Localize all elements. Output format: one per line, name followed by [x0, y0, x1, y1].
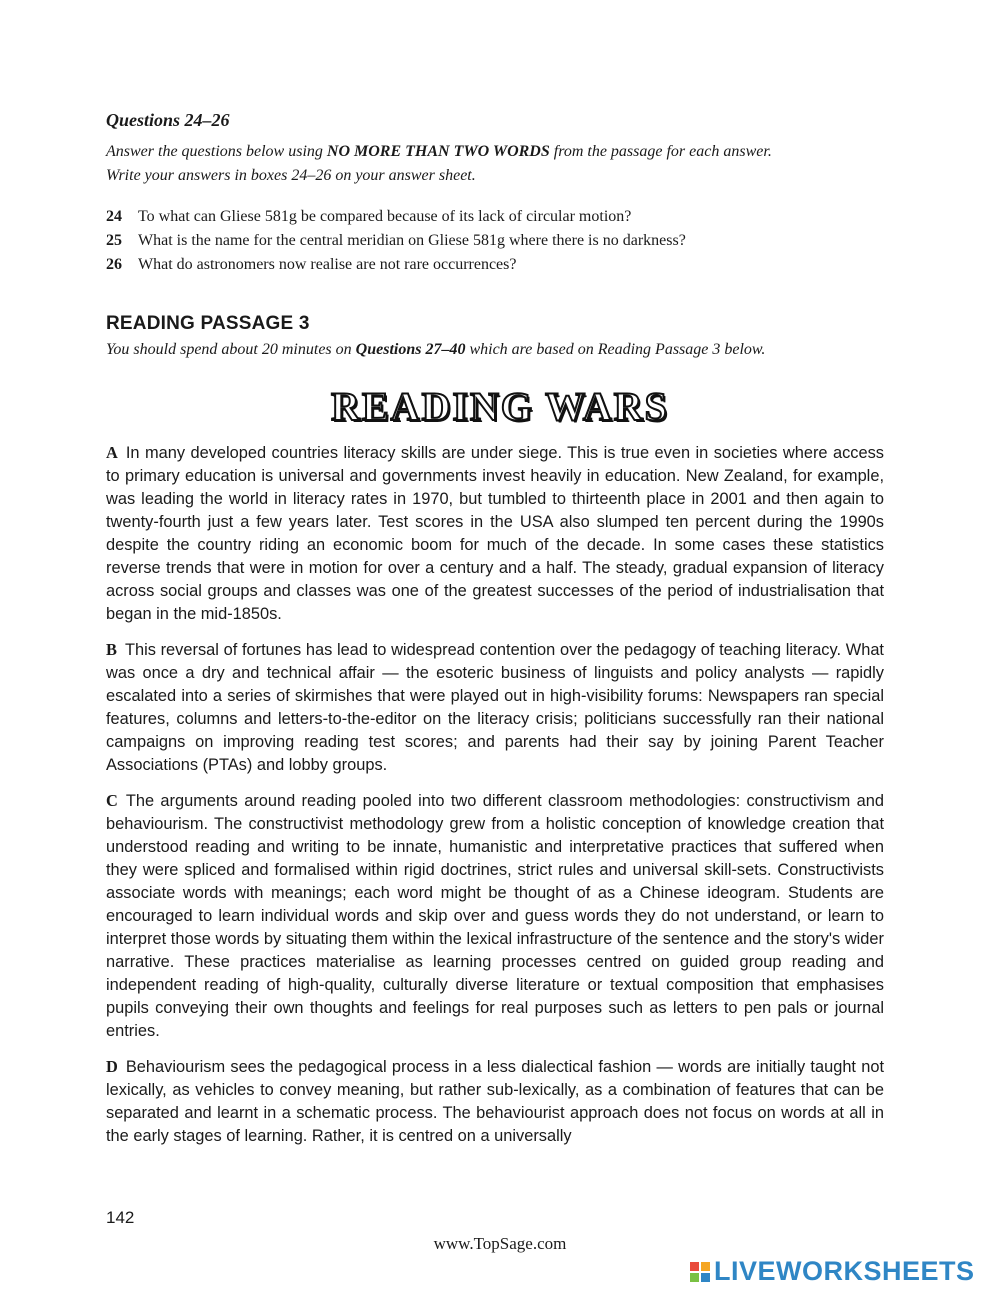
paragraph-letter: B	[106, 640, 117, 659]
question-list	[106, 205, 906, 277]
question-number: 26	[106, 256, 122, 273]
instruction-text: Answer the questions below using	[106, 143, 327, 160]
footer-url[interactable]: www.TopSage.com	[433, 1234, 567, 1253]
questions-instructions	[106, 140, 906, 188]
paragraph-text: In many developed countries literacy skills are under siege. This is true even in societies where access to primary education is universal and governments invest heavily in education. New Zealand, for example, was leading the world in literacy rates in 1970, but tumbled to thirteenth place in 2001 and then again to twenty-fourth just a few years later. Test scores in the USA also slumped ten percent during the 1990s despite the country riding an economic boom for much of the decade. In some cases these statistics reverse trends that were in motion for over a century and a half. The steady, gradual expansion of literacy across social groups and classes was one of the greatest successes of the period of industrialisation that began in the mid-1850s.	[106, 444, 884, 623]
passage-body	[106, 441, 884, 1160]
instruction-line-2: Write your answers in boxes 24–26 on your answer sheet.	[106, 167, 476, 184]
passage-paragraph-d	[106, 1055, 884, 1148]
passage-paragraph-c	[106, 789, 884, 1043]
logo-square	[690, 1262, 699, 1271]
paragraph-text: This reversal of fortunes has lead to widespread contention over the pedagogy of teaching literacy. What was once a dry and technical affair — the esoteric business of linguists and policy analysts — rapidly escalated into a series of skirmishes that were played out in high-visibility forums: Newspapers ran special features, columns and letters-to-the-editor on the literacy crisis; politicians successfully ran their national campaigns on improving reading test scores; and parents had their say by joining Parent Teacher Associations (PTAs) and lobby groups.	[106, 641, 884, 774]
question-number: 24	[106, 208, 122, 225]
reading-passage-instructions	[106, 341, 765, 359]
paragraph-text: Behaviourism sees the pedagogical process in a less dialectical fashion — words are initially taught not lexically, as vehicles to convey meaning, but rather sub-lexically, as a combination of features that can be separated and learnt in a schematic process. The behaviourist approach does not focus on words at all in the early stages of learning. Rather, it is centred on a universally	[106, 1058, 884, 1145]
question-text: To what can Gliese 581g be compared because of its lack of circular motion?	[138, 208, 632, 225]
instruction-emphasis: NO MORE THAN TWO WORDS	[326, 143, 550, 160]
instruction-text: You should spend about 20 minutes on	[106, 341, 356, 358]
question-number: 25	[106, 232, 122, 249]
questions-heading: Questions 24–26	[106, 110, 230, 130]
logo-square	[701, 1262, 710, 1271]
paragraph-letter: C	[106, 791, 118, 810]
passage-paragraph-b	[106, 638, 884, 777]
passage-banner	[0, 385, 1000, 429]
paragraph-text: The arguments around reading pooled into two different classroom methodologies: constructivism and behaviourism. The constructivist methodology grew from a holistic conception of knowledge creation that understood reading and writing to be innate, humanistic and interpretative practices that suffered when they were spliced and formalised within rigid doctrines, strict rules and universal skill-sets. Constructivists associate words with meanings; each word might be thought of as a Chinese ideogram. Students are encouraged to learn individual words and skip over and guess words they do not understand, or learn to interpret those words by situating them within the lexical infrastructure of the sentence and the story's wider narrative. These practices materialise as learning processes centred on guided group reading and independent reading of high-quality, culturally diverse literature or textual composition that emphasises pupils conveying their own thoughts and feelings for real purposes such as letters to pen pals or journal entries.	[106, 792, 884, 1040]
question-item	[106, 205, 906, 229]
instruction-text: which are based on Reading Passage 3 below.	[465, 341, 766, 358]
liveworksheets-logo[interactable]	[690, 1256, 975, 1287]
instruction-line-1	[106, 140, 906, 164]
paragraph-letter: A	[106, 443, 118, 462]
instruction-emphasis: Questions 27–40	[355, 341, 466, 358]
liveworksheets-logo-text: LIVEWORKSHEETS	[714, 1256, 975, 1286]
passage-paragraph-a	[106, 441, 884, 626]
reading-passage-title: READING PASSAGE 3	[106, 313, 310, 334]
liveworksheets-grid-icon	[690, 1262, 710, 1282]
question-item	[106, 253, 906, 277]
question-text: What do astronomers now realise are not rare occurrences?	[138, 256, 517, 273]
passage-banner-title: READING WARS	[331, 384, 669, 429]
paragraph-letter: D	[106, 1057, 118, 1076]
logo-square	[701, 1273, 710, 1282]
question-text: What is the name for the central meridian on Gliese 581g where there is no darkness?	[138, 232, 686, 249]
question-item	[106, 229, 906, 253]
page-number: 142	[106, 1208, 135, 1227]
instruction-text: from the passage for each answer.	[549, 143, 772, 160]
logo-square	[690, 1273, 699, 1282]
